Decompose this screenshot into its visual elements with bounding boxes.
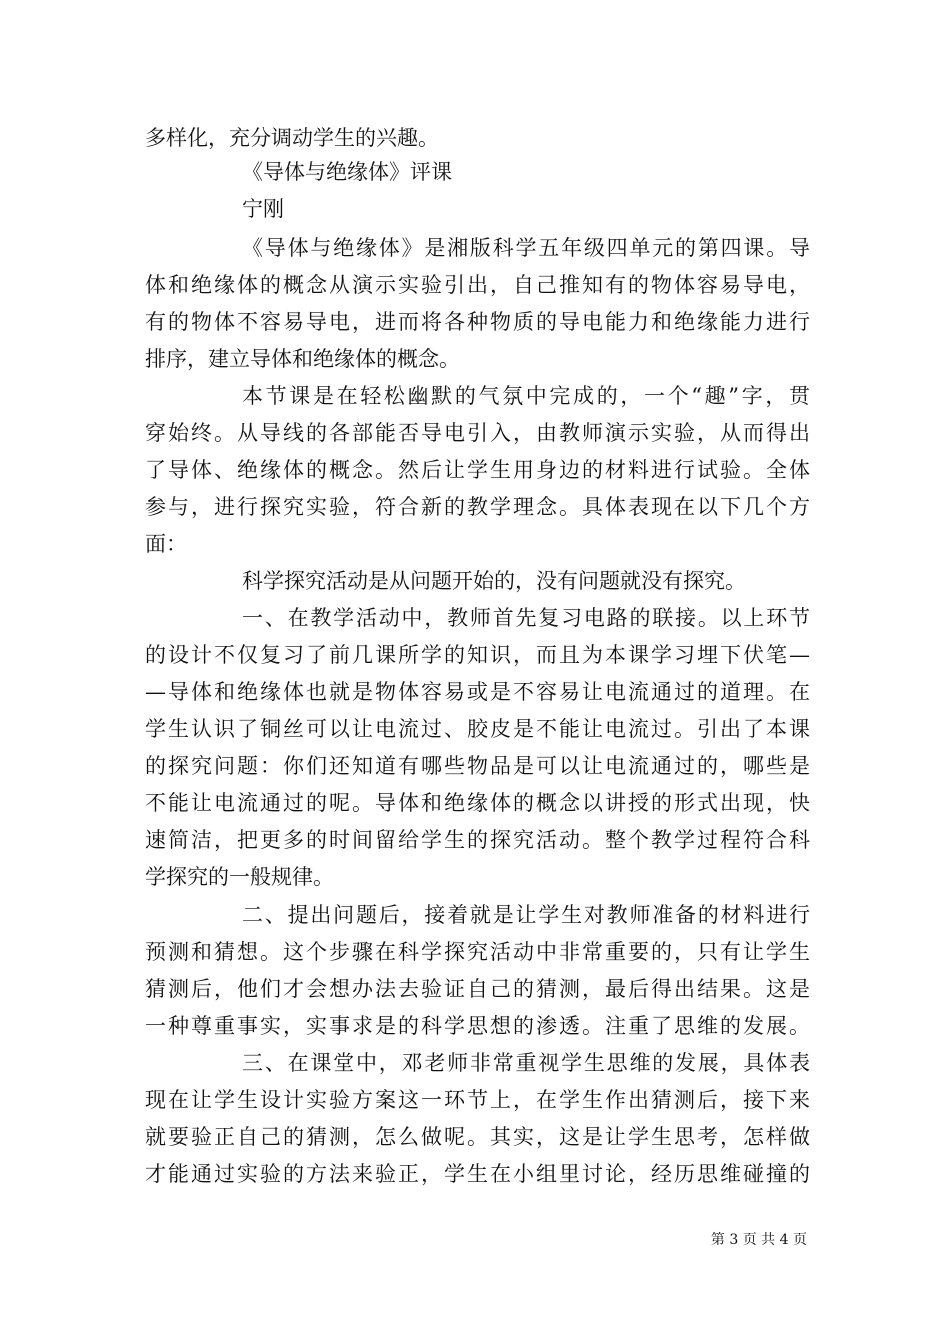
text-line: 科学探究活动是从问题开始的，没有问题就没有探究。 <box>242 569 746 593</box>
text-line: 多样化，充分调动学生的兴趣。 <box>145 126 439 150</box>
text-line: 就要验正自己的猜测，怎么做呢。其实，这是让学生思考，怎样做 <box>145 1125 810 1149</box>
text-line: 体和绝缘体的概念从演示实验引出，自己推知有的物体容易导电， <box>145 273 810 297</box>
page-number-footer: 第 3 页 共 4 页 <box>710 1232 807 1248</box>
text-line: 有的物体不容易导电，进而将各种物质的导电能力和绝缘能力进行 <box>145 310 810 334</box>
text-line: 面： <box>145 532 187 556</box>
author-name: 宁刚 <box>242 197 284 221</box>
text-line: 本节课是在轻松幽默的气氛中完成的，一个“趣”字，贯 <box>242 384 810 408</box>
text-line: 一、在教学活动中，教师首先复习电路的联接。以上环节 <box>242 606 810 630</box>
text-line: 学探究的一般规律。 <box>145 865 334 889</box>
text-line: 三、在课堂中，邓老师非常重视学生思维的发展，具体表 <box>242 1051 810 1075</box>
text-line: 速简洁，把更多的时间留给学生的探究活动。整个教学过程符合科 <box>145 828 810 852</box>
text-line: 的探究问题：你们还知道有哪些物品是可以让电流通过的，哪些是 <box>145 754 810 778</box>
text-line: 《导体与绝缘体》是湘版科学五年级四单元的第四课。导 <box>242 236 810 260</box>
text-line: 一种尊重事实，实事求是的科学思想的渗透。注重了思维的发展。 <box>145 1014 810 1038</box>
text-line: 不能让电流通过的呢。导体和绝缘体的概念以讲授的形式出现，快 <box>145 791 810 815</box>
text-line: 学生认识了铜丝可以让电流过、胶皮是不能让电流过。引出了本课 <box>145 717 810 741</box>
text-line: 二、提出问题后，接着就是让学生对教师准备的材料进行 <box>242 903 810 927</box>
text-line: 的设计不仅复习了前几课所学的知识，而且为本课学习埋下伏笔— <box>145 643 810 667</box>
text-line: —导体和绝缘体也就是物体容易或是不容易让电流通过的道理。在 <box>145 680 810 704</box>
text-line: 了导体、绝缘体的概念。然后让学生用身边的材料进行试验。全体 <box>145 458 810 482</box>
review-title: 《导体与绝缘体》评课 <box>242 160 452 184</box>
text-line: 穿始终。从导线的各部能否导电引入，由教师演示实验，从而得出 <box>145 421 810 445</box>
text-line: 参与，进行探究实验，符合新的教学理念。具体表现在以下几个方 <box>145 495 810 519</box>
text-line: 才能通过实验的方法来验正，学生在小组里讨论，经历思维碰撞的 <box>145 1162 810 1186</box>
text-line: 预测和猜想。这个步骤在科学探究活动中非常重要的，只有让学生 <box>145 940 810 964</box>
text-line: 猜测后，他们才会想办法去验证自己的猜测，最后得出结果。这是 <box>145 977 810 1001</box>
text-line: 排序，建立导体和绝缘体的概念。 <box>145 347 460 371</box>
text-line: 现在让学生设计实验方案这一环节上，在学生作出猜测后，接下来 <box>145 1088 810 1112</box>
